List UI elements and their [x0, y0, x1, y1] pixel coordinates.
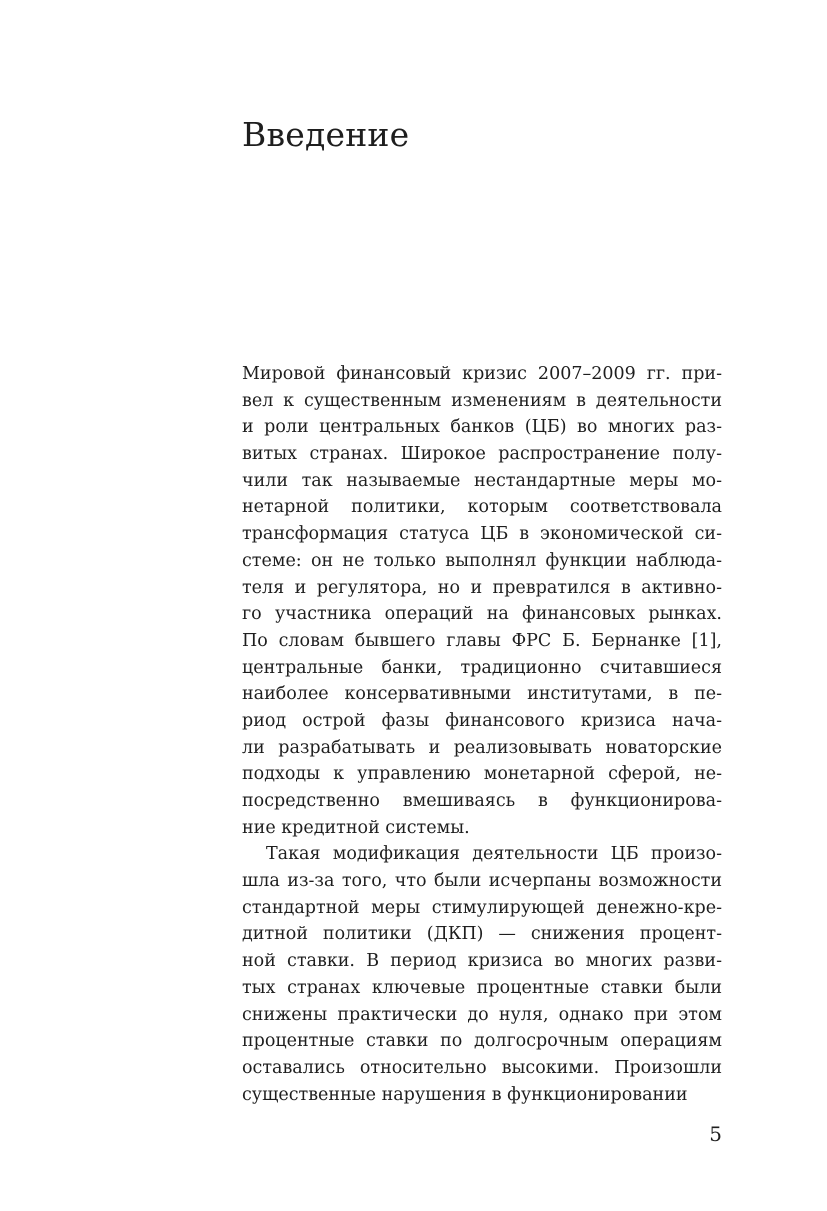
- text-line: Мировой финансовый кризис 2007–2009 гг. при-: [242, 364, 722, 384]
- text-line: снижены практически до нуля, однако при этом: [242, 1004, 722, 1025]
- page-number: 5: [709, 1122, 722, 1146]
- paragraph-first-line: Такая модификация деятельности ЦБ произо-: [266, 844, 722, 865]
- text-line: ли разрабатывать и реализовывать новаторские: [242, 737, 722, 758]
- text-line: ние кредитной системы.: [242, 817, 470, 838]
- text-line: и роли центральных банков (ЦБ) во многих раз-: [242, 417, 722, 438]
- text-line: тых странах ключевые процентные ставки были: [242, 977, 722, 998]
- text-line: дитной политики (ДКП) — снижения процент-: [242, 924, 722, 945]
- chapter-title: Введение: [242, 115, 410, 154]
- text-line: теля и регулятора, но и превратился в активно-: [242, 577, 722, 598]
- text-line: витых странах. Широкое распространение полу-: [242, 444, 722, 465]
- text-line: процентные ставки по долгосрочным операциям: [242, 1031, 722, 1052]
- text-line: оставались относительно высокими. Произошли: [242, 1057, 722, 1078]
- text-line: По словам бывшего главы ФРС Б. Бернанке [1],: [242, 630, 722, 651]
- text-line: го участника операций на финансовых рынках.: [242, 604, 722, 625]
- text-line: центральные банки, традиционно считавшиеся: [242, 657, 722, 678]
- text-line: чили так называемые нестандартные меры мо-: [242, 470, 722, 491]
- text-line: ной ставки. В период кризиса во многих разви-: [242, 951, 722, 972]
- text-line: риод острой фазы финансового кризиса нача-: [242, 710, 722, 731]
- text-line: наиболее консервативными институтами, в пе-: [242, 684, 722, 705]
- body-text: [242, 361, 722, 1108]
- text-line: посредственно вмешиваясь в функционирова-: [242, 791, 722, 811]
- text-line: стандартной меры стимулирующей денежно-кре-: [242, 897, 722, 918]
- text-line: нетарной политики, которым соответствовала: [242, 497, 722, 518]
- text-line: шла из-за того, что были исчерпаны возможности: [242, 871, 722, 892]
- text-line: вел к существенным изменениям в деятельности: [242, 390, 722, 411]
- text-line: стеме: он не только выполнял функции наблюда-: [242, 550, 722, 571]
- text-line: подходы к управлению монетарной сферой, не-: [242, 764, 722, 785]
- text-line: существенные нарушения в функционировании: [242, 1084, 688, 1105]
- text-line: трансформация статуса ЦБ в экономической си-: [242, 524, 722, 545]
